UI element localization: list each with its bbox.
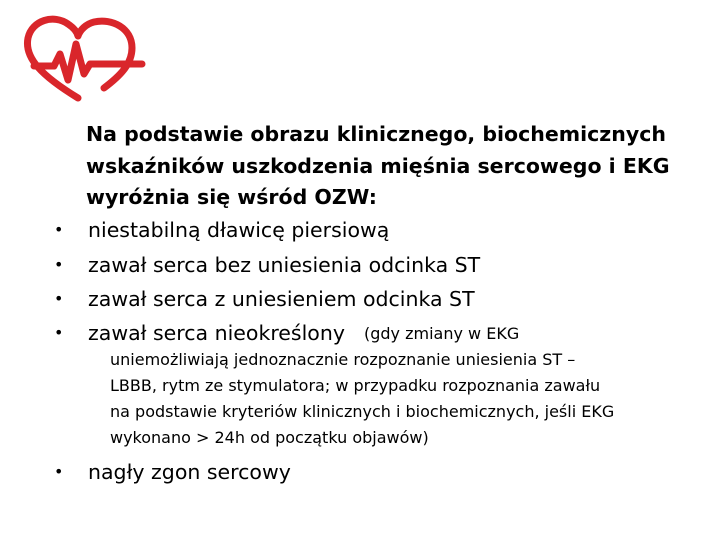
bullet-item-4: zawał serca nieokreślony: [88, 321, 345, 345]
bullet-item-4-note-1: (gdy zmiany w EKG: [364, 324, 520, 343]
bullet-item-1: niestabilną dławicę piersiową: [88, 218, 390, 242]
intro-line-3: wyróżnia się wśród OZW:: [86, 185, 377, 209]
intro-line-1: Na podstawie obrazu klinicznego, biochemicznych: [86, 122, 666, 146]
bullet-marker: •: [54, 323, 64, 342]
bullet-item-5: nagły zgon sercowy: [88, 460, 291, 484]
bullet-marker: •: [54, 255, 64, 274]
bullet-item-3: zawał serca z uniesieniem odcinka ST: [88, 287, 475, 311]
bullet-item-4-note-5: wykonano > 24h od początku objawów): [110, 428, 429, 447]
bullet-marker: •: [54, 220, 64, 239]
bullet-item-4-note-3: LBBB, rytm ze stymulatora; w przypadku rozpoznania zawału: [110, 376, 601, 395]
bullet-marker: •: [54, 462, 64, 481]
bullet-item-4-note-2: uniemożliwiają jednoznacznie rozpoznanie uniesienia ST –: [110, 350, 576, 369]
intro-line-2: wskaźników uszkodzenia mięśnia sercowego i EKG: [86, 154, 670, 178]
bullet-marker: •: [54, 289, 64, 308]
bullet-item-2: zawał serca bez uniesienia odcinka ST: [88, 253, 481, 277]
bullet-item-4-note-4: na podstawie kryteriów klinicznych i biochemicznych, jeśli EKG: [110, 402, 615, 421]
